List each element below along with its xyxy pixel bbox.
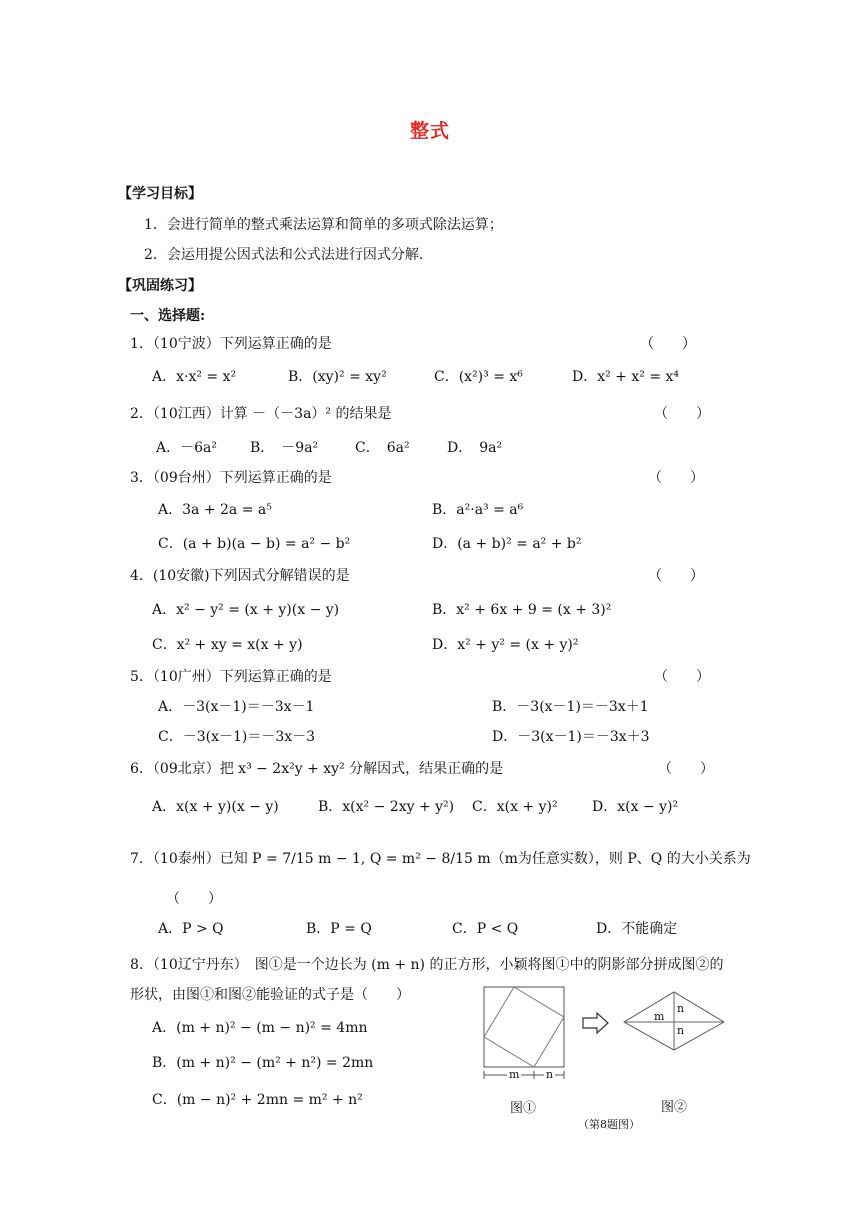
option-c: C．－3(x－1)＝－3x－3 xyxy=(158,729,316,745)
answer-paren: （ ） xyxy=(648,470,704,486)
figure-1-square xyxy=(480,985,570,1085)
option-d: D．－3(x－1)＝－3x＋3 xyxy=(492,729,650,745)
answer-paren: （ ） xyxy=(640,336,696,352)
option-d: D．x(x − y)² xyxy=(592,799,679,815)
option-c: C．(m − n)² + 2mn = m² + n² xyxy=(152,1092,363,1108)
option-c: C．(a + b)(a − b) = a² − b² xyxy=(158,536,351,552)
option-d: D．x² + x² = x⁴ xyxy=(572,369,680,385)
figure-2-rhombus xyxy=(622,990,726,1052)
question-stem: 2．（10江西）计算 －（－3a）² 的结果是 xyxy=(130,406,392,422)
option-d: D．不能确定 xyxy=(596,921,678,937)
answer-paren: （ ） xyxy=(166,891,222,907)
answer-paren: （ ） xyxy=(654,669,710,685)
option-c: C．x(x + y)² xyxy=(472,799,558,815)
option-b: B．P = Q xyxy=(306,921,372,937)
option-b: B．－3(x－1)＝－3x＋1 xyxy=(492,699,649,715)
answer-paren: （ ） xyxy=(658,761,714,777)
question-stem: 3．（09台州）下列运算正确的是 xyxy=(130,470,332,486)
option-a: A．x(x + y)(x − y) xyxy=(152,799,279,815)
section-heading-practice: 【巩固练习】 xyxy=(118,278,202,294)
outer-square xyxy=(484,987,564,1067)
question-stem: 7．（10泰州）已知 P = 7/15 m − 1, Q = m² − 8/15 m（m为任意实数），则 P、Q 的大小关系为 xyxy=(130,851,751,867)
option-a: A．3a + 2a = a⁵ xyxy=(158,502,272,518)
option-d: D．(a + b)² = a² + b² xyxy=(432,536,582,552)
option-a: A．P > Q xyxy=(158,921,224,937)
label-n: n xyxy=(677,1024,685,1037)
inner-square xyxy=(484,987,564,1067)
figure-note: （第8题图） xyxy=(578,1118,640,1131)
label-n: n xyxy=(677,1002,685,1015)
answer-paren: （ ） xyxy=(654,406,710,422)
arrow-right-icon xyxy=(582,1012,610,1034)
figure-1-caption: 图① xyxy=(510,1101,537,1116)
figure-2-caption: 图② xyxy=(661,1100,688,1115)
label-m: m xyxy=(654,1010,665,1023)
option-b: B．(m + n)² − (m² + n²) = 2mn xyxy=(152,1055,374,1071)
question-stem: 1．（10宁波）下列运算正确的是 xyxy=(130,336,332,352)
option-a: A．－3(x－1)＝－3x－1 xyxy=(158,699,315,715)
option-b: B．a²·a³ = a⁶ xyxy=(432,502,524,518)
option-c: C．(x²)³ = x⁶ xyxy=(434,369,523,385)
label-n: n xyxy=(546,1068,554,1081)
option-d: D． 9a² xyxy=(447,440,503,456)
page-title: 整式 xyxy=(409,120,450,142)
option-b: B．x(x² − 2xy + y²) xyxy=(318,799,455,815)
answer-paren: （ ） xyxy=(648,568,704,584)
option-b: B．x² + 6x + 9 = (x + 3)² xyxy=(432,602,612,618)
option-a: A．(m + n)² − (m − n)² = 4mn xyxy=(152,1020,368,1036)
part-heading-choice: 一、选择题: xyxy=(130,308,206,324)
option-d: D．x² + y² = (x + y)² xyxy=(432,637,579,653)
option-a: A．－6a² xyxy=(156,440,217,456)
goal-item: 1．会进行简单的整式乘法运算和简单的多项式除法运算； xyxy=(144,217,503,233)
option-b: B．(xy)² = xy² xyxy=(288,369,387,385)
section-heading-goals: 【学习目标】 xyxy=(118,186,202,202)
option-a: A．x·x² = x² xyxy=(152,369,237,385)
option-a: A．x² − y² = (x + y)(x − y) xyxy=(152,602,340,618)
option-b: B． －9a² xyxy=(250,440,319,456)
option-c: C．x² + xy = x(x + y) xyxy=(152,637,303,653)
question-stem: 8．（10辽宁丹东） 图①是一个边长为 (m + n) 的正方形，小颖将图①中的阴影部分拼成图②的形状，由图①和图②能验证的式子是（ ） xyxy=(130,957,724,1003)
question-stem: 5．（10广州）下列运算正确的是 xyxy=(130,669,332,685)
question-stem: 6．（09北京）把 x³ − 2x²y + xy² 分解因式，结果正确的是 xyxy=(130,761,504,777)
option-c: C． 6a² xyxy=(355,440,410,456)
label-m: m xyxy=(509,1068,520,1081)
option-c: C．P < Q xyxy=(452,921,519,937)
goal-item: 2．会运用提公因式法和公式法进行因式分解. xyxy=(144,247,424,263)
question-stem: 4．(10安徽)下列因式分解错误的是 xyxy=(130,568,350,584)
